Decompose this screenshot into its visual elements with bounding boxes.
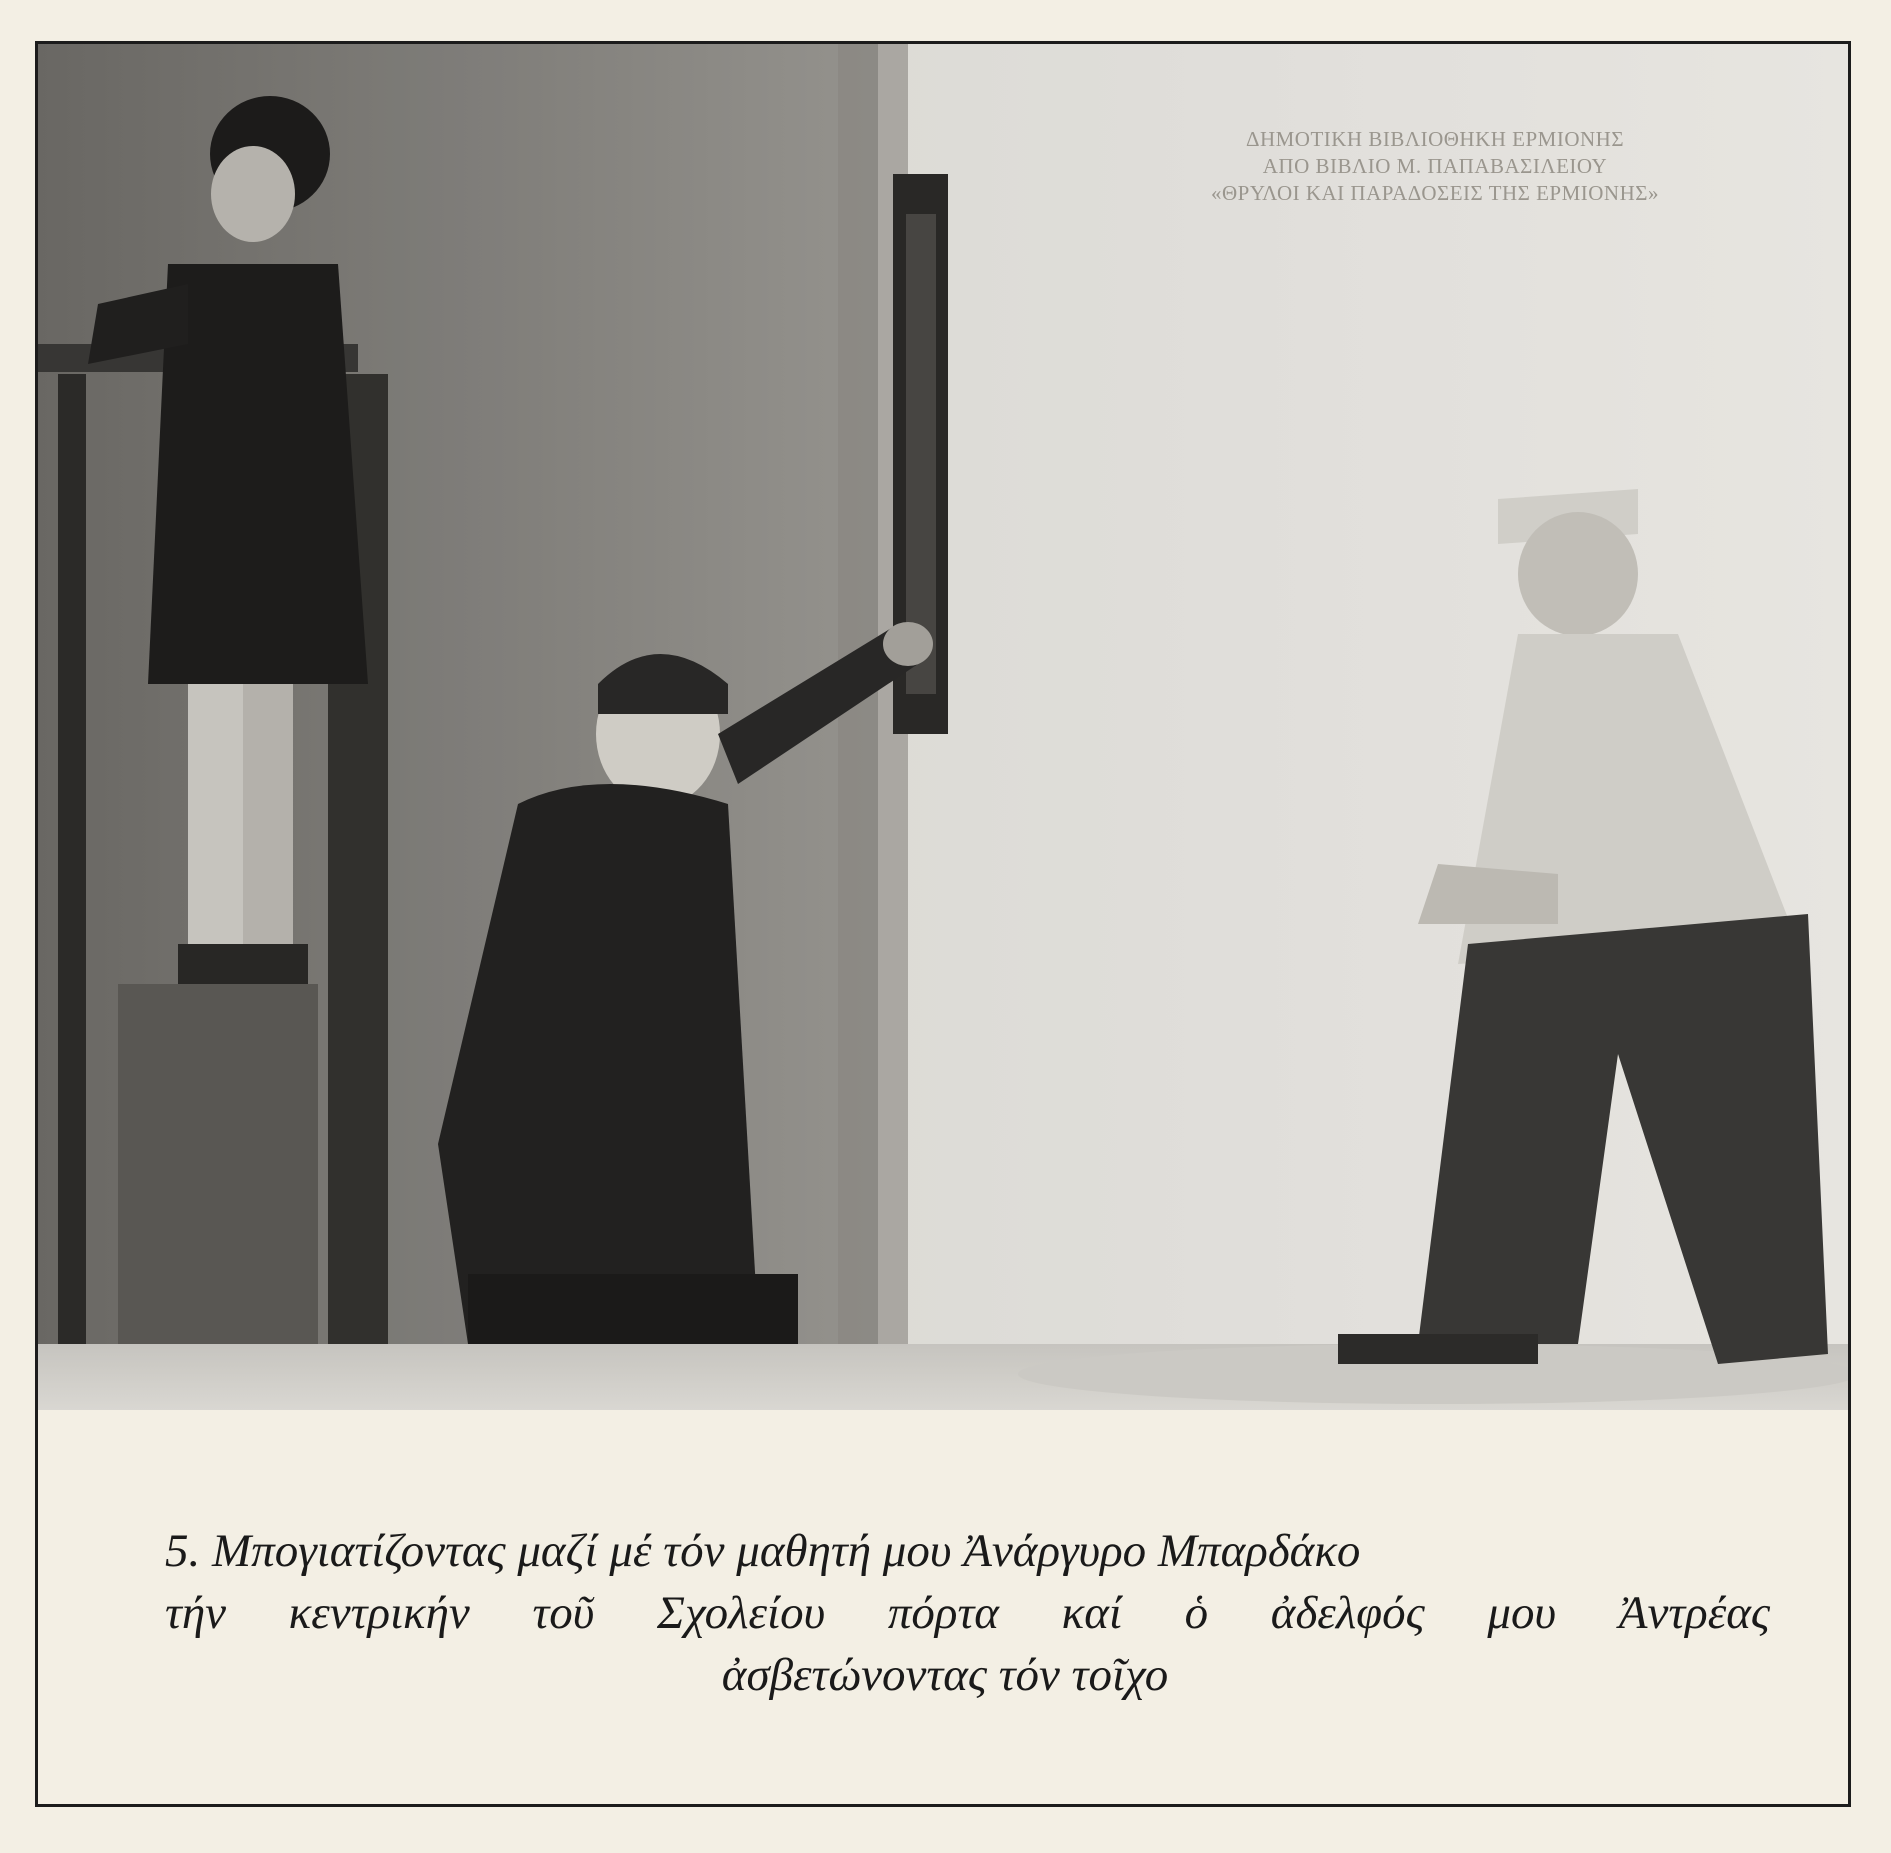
watermark-line: ΑΠΟ ΒΙΒΛΙΟ Μ. ΠΑΠΑΒΑΣΙΛΕΙΟΥ	[1262, 154, 1608, 178]
caption-line-3: ἀσβετώνοντας τόν τοῖχο	[721, 1649, 1169, 1701]
watermark-line: ΔΗΜΟΤΙΚΗ ΒΙΒΛΙΟΘΗΚΗ ΕΡΜΙΟΝΗΣ	[1245, 127, 1625, 151]
photo-caption	[120, 1520, 1770, 1706]
caption-line-1: 5. Μπογιατίζοντας μαζί μέ τόν μαθητή μου Ἀνάργυρο Μπαρδάκο	[165, 1525, 1361, 1577]
watermark-line: «ΘΡΥΛΟΙ ΚΑΙ ΠΑΡΑΔΟΣΕΙΣ ΤΗΣ ΕΡΜΙΟΝΗΣ»	[1211, 181, 1659, 205]
caption-line-2: τήν κεντρικήν τοῦ Σχολείου πόρτα καί ὁ ἀδελφός μου Ἀντρέας	[165, 1587, 1770, 1639]
